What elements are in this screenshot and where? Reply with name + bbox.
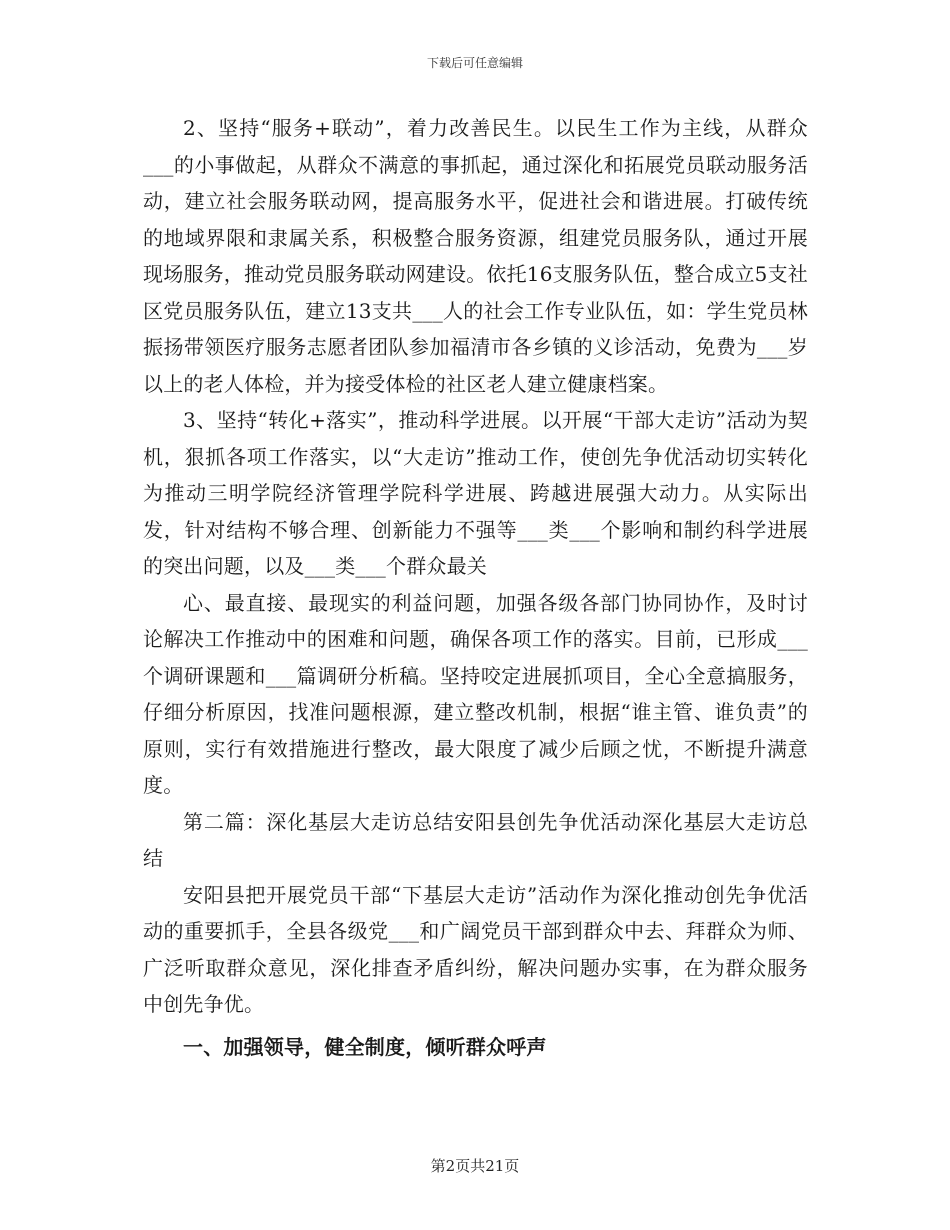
paragraph-transform-implement: 3、坚持“转化+落实”，推动科学进展。以开展“干部大走访”活动为契机，狠抓各项工作落实，以“大走访”推动工作，使创先争优活动切实转化为推动三明学院经济管理学院科学进展、跨越进展强大动力。从实际出发，针对结构不够合理、创新能力不强等___类___个影响和制约科学进展的突出问题，以及___类___个群众最关 (143, 408, 808, 578)
paragraph-service-linkage: 2、坚持“服务+联动”，着力改善民生。以民生工作为主线，从群众___的小事做起，从群众不满意的事抓起，通过深化和拓展党员联动服务活动，建立社会服务联动网，提高服务水平，促进社会和谐进展。打破传统的地域界限和隶属关系，积极整合服务资源，组建党员服务队，通过开展现场服务，推动党员服务联动网建设。依托16支服务队伍，整合成立5支社区党员服务队伍，建立13支共___人的社会工作专业队伍，如：学生党员林振扬带领医疗服务志愿者团队参加福清市各乡镇的义诊活动，免费为___岁以上的老人体检，并为接受体检的社区老人建立健康档案。 (143, 116, 808, 396)
page-footer: 第2页共21页 (430, 1157, 520, 1175)
paragraph-continuation: 心、最直接、最现实的利益问题，加强各级各部门协同协作，及时讨论解决工作推动中的困难和问题，确保各项工作的落实。目前，已形成___个调研课题和___篇调研分析稿。坚持咬定进展抓项目，全心全意搞服务，仔细分析原因，找准问题根源，建立整改机制，根据“谁主管、谁负责”的原则，实行有效措施进行整改，最大限度了减少后顾之忧，不断提升满意度。 (143, 590, 808, 797)
paragraph-second-article-title: 第二篇：深化基层大走访总结安阳县创先争优活动深化基层大走访总结 (143, 809, 808, 870)
paragraph-anyang-intro: 安阳县把开展党员干部“下基层大走访”活动作为深化推动创先争优活动的重要抓手，全县各级党___和广阔党员干部到群众中去、拜群众为师、广泛听取群众意见，深化排查矛盾纠纷，解决问题办实事，在为群众服务中创先争优。 (143, 882, 808, 1016)
document-body (143, 110, 808, 1065)
header-note: 下载后可任意编辑 (426, 56, 523, 70)
section-heading: 一、加强领导，健全制度，倾听群众呼声 (183, 1034, 547, 1059)
